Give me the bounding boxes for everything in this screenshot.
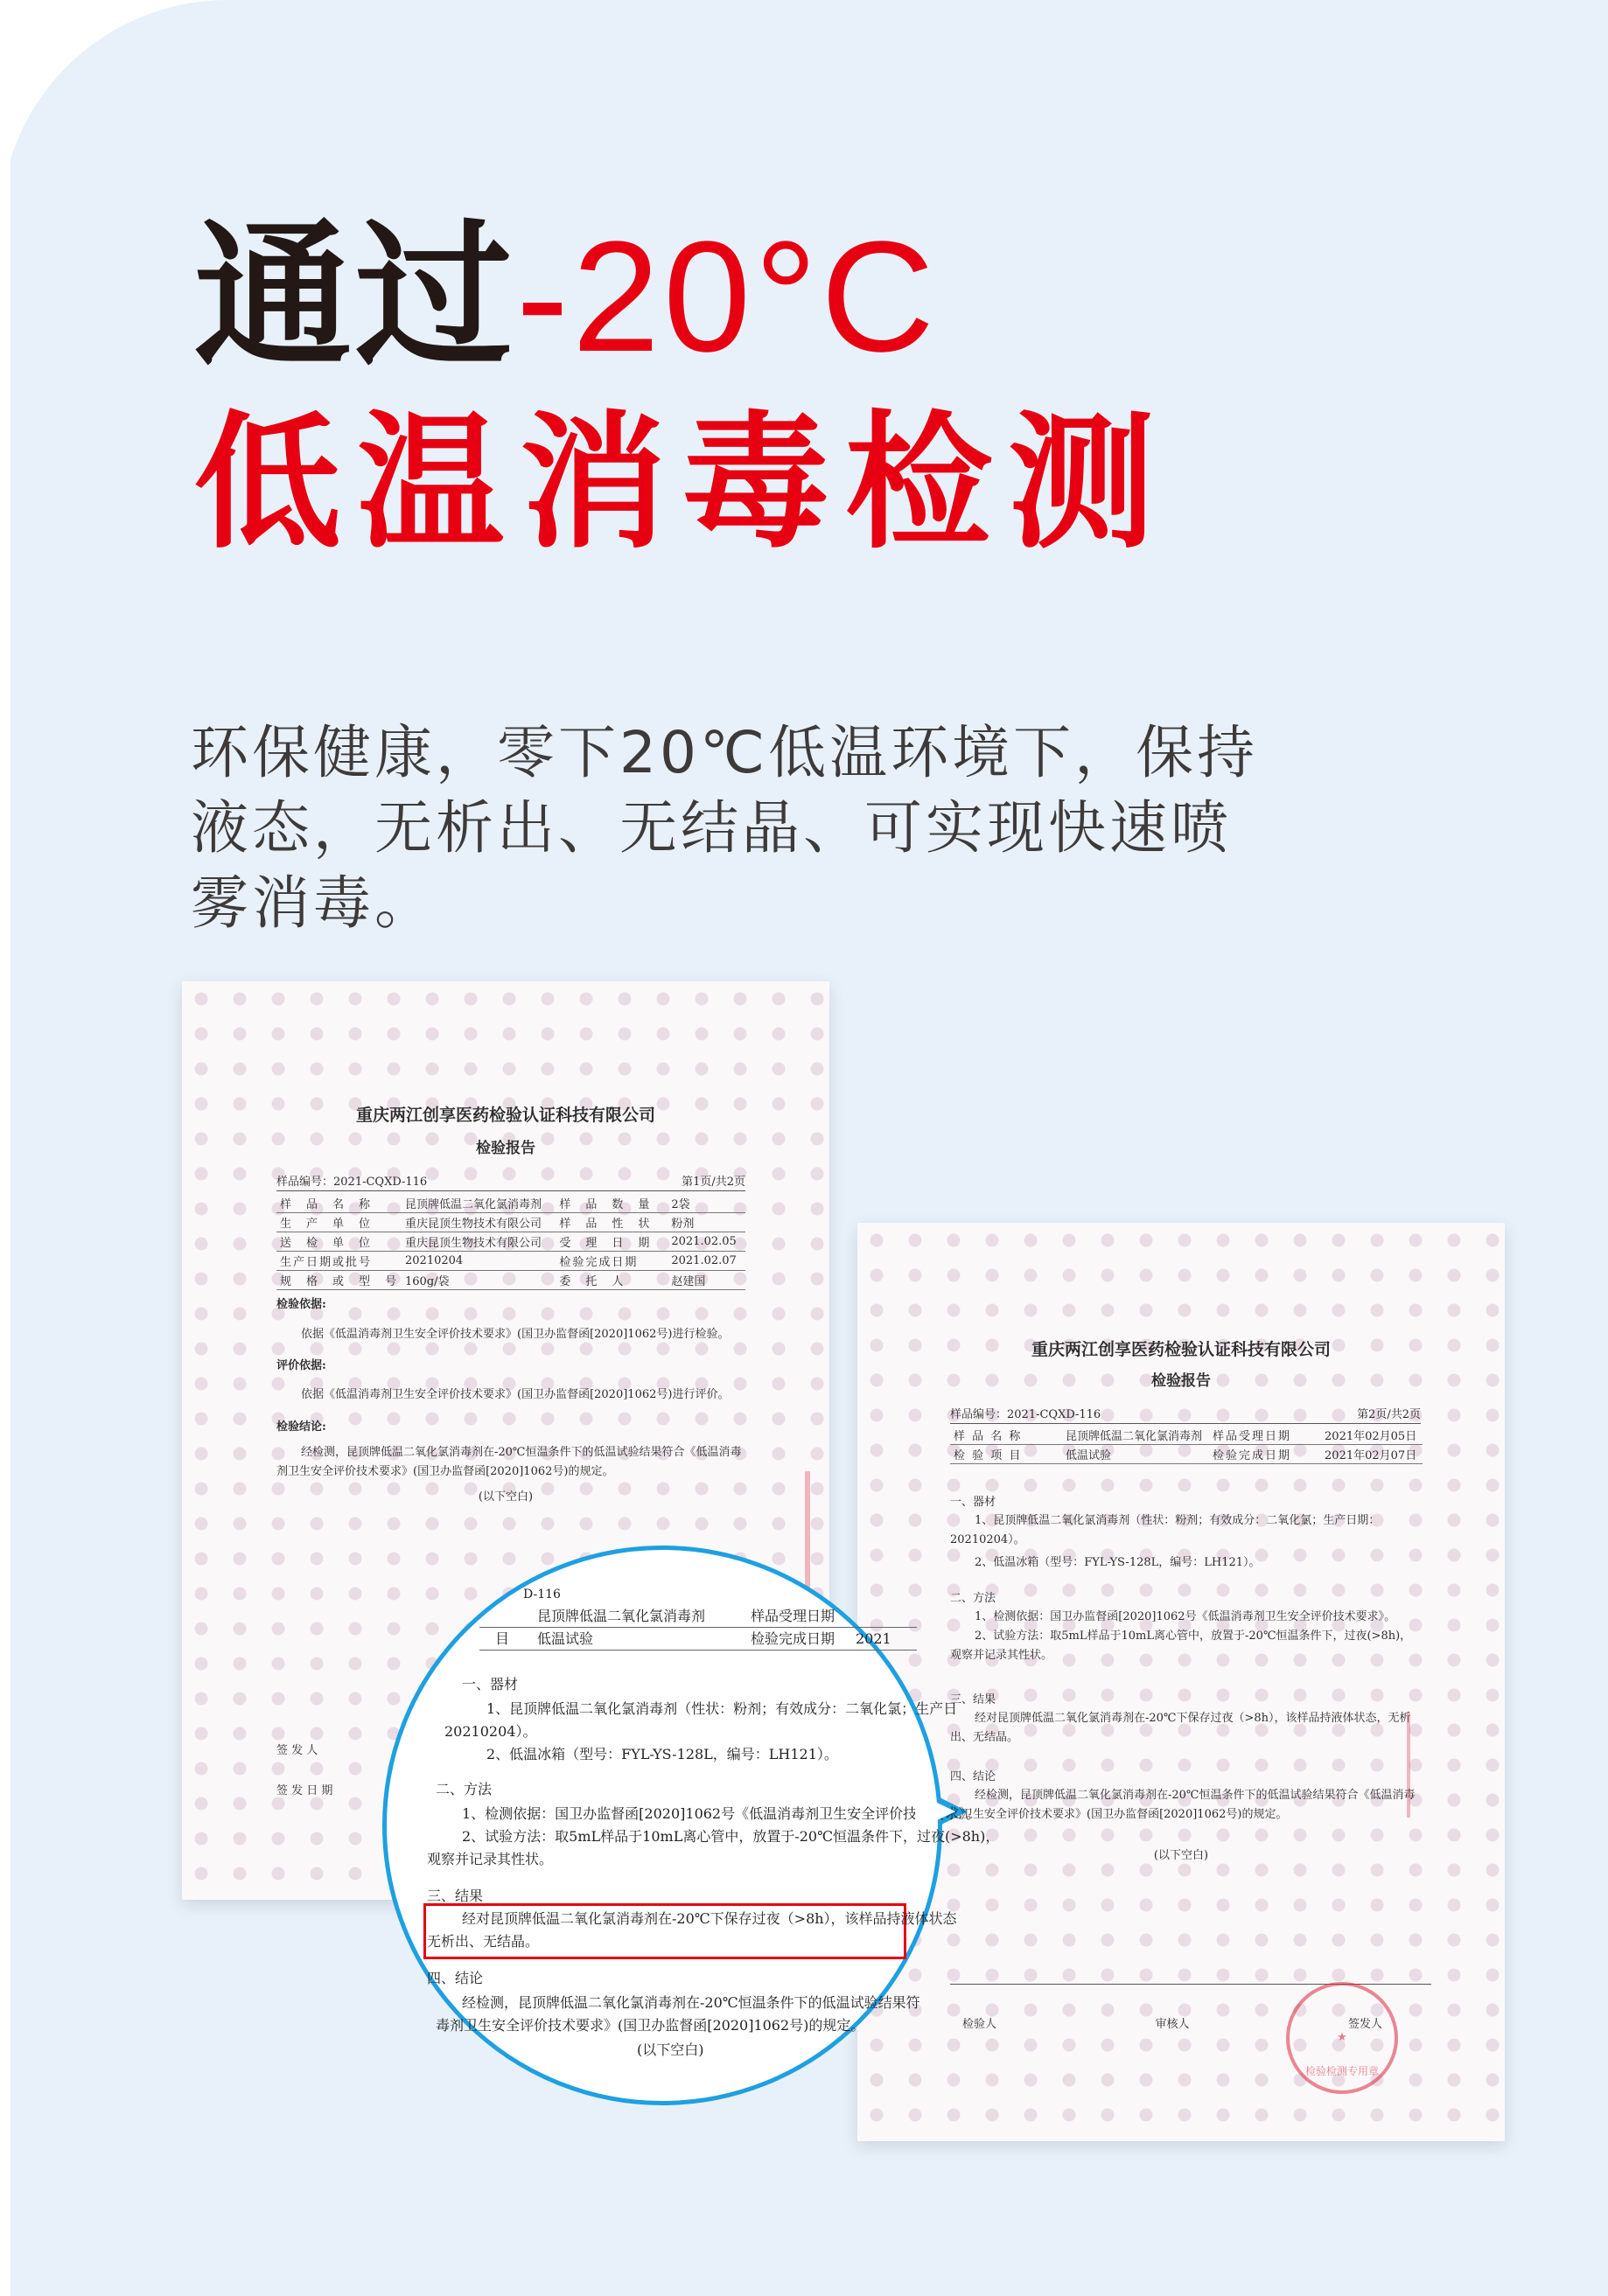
callout-section-3-heading: 三、结果 [427,1888,484,1904]
callout-row-2-prefix: 目 [495,1630,510,1647]
callout-section-1-item-1a: 1、昆顶牌低温二氧化氯消毒剂（性状：粉剂；有效成分：二氧化氯；生产日 [486,1700,958,1717]
evaluation-text: 依据《低温消毒剂卫生安全评价技术要求》(国卫办监督函[2020]1062号)进行评价。 [301,1388,730,1401]
report-title: 检验报告 [1151,1372,1211,1390]
blank-note: (以下空白) [1153,1849,1209,1862]
section-2-item-1: 1、检测依据：国卫办监督函[2020]1062号《低温消毒剂卫生安全评价技术要求》。 [975,1610,1396,1623]
report-meta-row [950,1405,1421,1424]
page-number: 第2页/共2页 [1357,1408,1421,1421]
table-row: 样 品 名 称 昆顶牌低温二氧化氯消毒剂 样 品 数 量 2袋 [276,1194,745,1213]
section-2-item-2: 2、试验方法：取5mL样品于10mL离心管中，放置于-20℃恒温条件下，过夜(>8h)，观察并记录其性状。 [950,1630,1412,1662]
section-2-heading: 二、方法 [950,1592,996,1605]
callout-section-2-item-2a: 2、试验方法：取5mL样品于10mL离心管中，放置于-20℃恒温条件下，过夜(>8h)， [462,1828,1000,1845]
callout-section-2-heading: 二、方法 [436,1781,493,1797]
section-3-text: 经对昆顶牌低温二氧化氯消毒剂在-20℃下保存过夜（>8h），该样品持液体状态，无析出、无结晶。 [950,1712,1411,1744]
callout-row-2-label: 检验完成日期 [751,1630,835,1647]
page-number: 第1页/共2页 [682,1176,745,1189]
callout-section-2-item-1: 1、检测依据：国卫办监督函[2020]1062号《低温消毒剂卫生安全评价技术要求》。 [462,1805,981,1822]
description-line-2: 液态，无析出、无结晶、可实现快速喷 [191,794,1232,862]
official-seal: ★ 检验检测专用章 [1286,1982,1398,2094]
report-org-name: 重庆两江创享医药检验认证科技有限公司 [355,1106,655,1125]
table-row: 生 产 单 位 重庆昆顶生物技术有限公司 样 品 性 状 粉剂 [276,1213,745,1232]
sample-number: 样品编号：2021-CQXD-116 [276,1176,428,1189]
table-row: 送 检 单 位 重庆昆顶生物技术有限公司 受 理 日 期 2021.02.05 [276,1232,745,1252]
basis-heading: 检验依据: [276,1298,326,1311]
report-title: 检验报告 [476,1140,535,1157]
evaluation-heading: 评价依据: [276,1359,326,1372]
table-row: 规 格 或 型 号 160g/袋 委 托 人 赵建国 [276,1271,745,1290]
table-row: 样 品 名 称 昆顶牌低温二氧化氯消毒剂 样品受理日期 2021年02月05日 [950,1426,1423,1445]
sample-info-table [276,1194,745,1290]
signer-label: 签发人 [1347,2018,1382,2031]
callout-section-4-heading: 四、结论 [427,1970,484,1986]
headline-line-1 [194,206,939,388]
description-line-1: 环保健康，零下20℃低温环境下，保持 [191,719,1259,786]
callout-pointer-inner [915,1792,955,1831]
conclusion-text: 经检测，昆顶牌低温二氧化氯消毒剂在-20℃恒温条件下的低温试验结果符合《低温消毒剂卫生安全评价技术要求》(国卫办监督函[2020]1062号)的规定。 [276,1446,742,1478]
callout-section-4-text-b: 毒剂卫生安全评价技术要求》(国卫办监督函[2020]1062号)的规定。 [436,2017,865,2034]
section-1-item-1: 1、昆顶牌低温二氧化氯消毒剂（性状：粉剂；有效成分：二氧化氯；生产日期：20210204）。 [950,1514,1381,1546]
section-1-heading: 一、器材 [950,1496,996,1509]
conclusion-heading: 检验结论: [276,1420,326,1434]
description-line-3: 雾消毒。 [191,869,436,937]
headline-temperature: -20°C [516,209,939,385]
description [191,715,1416,941]
blank-note: (以下空白) [478,1490,534,1504]
callout-section-1-item-2: 2、低温冰箱（型号：FYL-YS-128L，编号：LH121）。 [486,1746,838,1762]
left-edge-strip [0,0,10,2296]
section-3-heading: 三、结果 [950,1693,996,1706]
headline-line-2: 低温消毒检测 [194,397,1171,569]
sign-date-label: 签 发 日 期 [276,1784,333,1797]
report-meta-row [276,1172,745,1191]
callout-section-1-heading: 一、器材 [462,1676,519,1692]
callout-section-2-item-2b: 观察并记录其性状。 [427,1851,554,1867]
callout-section-3-text-b: 无析出、无结晶。 [427,1933,540,1950]
reviewer-label: 审核人 [1155,2018,1190,2031]
report-org-name: 重庆两江创享医药检验认证科技有限公司 [1031,1340,1331,1359]
basis-text: 依据《低温消毒剂卫生安全评价技术要求》(国卫办监督函[2020]1062号)进行检验。 [301,1328,730,1341]
sample-info-table [950,1426,1423,1464]
callout-row-2-value: 低温试验 [537,1630,594,1647]
section-1-item-2: 2、低温冰箱（型号：FYL-YS-128L，编号：LH121）。 [975,1556,1261,1569]
sample-number: 样品编号：2021-CQXD-116 [950,1408,1101,1421]
headline-prefix: 通过 [194,206,517,388]
section-4-heading: 四、结论 [950,1770,996,1783]
seal-text: 检验检测专用章 [1304,2065,1379,2077]
seal-fragment [1407,1713,1463,1818]
callout-section-1-item-1b: 20210204）。 [444,1723,537,1740]
callout-blank-note: (以下空白) [637,2041,704,2058]
table-row: 检 验 项 目 低温试验 检验完成日期 2021年02月07日 [950,1445,1423,1464]
inspector-label: 检验人 [962,2018,997,2031]
callout-section-4-text-a: 经检测，昆顶牌低温二氧化氯消毒剂在-20℃恒温条件下的低温试验结果符 [462,1994,920,2011]
callout-row-1-label: 样品受理日期 [751,1608,835,1624]
table-row: 生产日期或批号 20210204 检验完成日期 2021.02.07 [276,1252,745,1271]
callout-sample-code: D-116 [523,1588,561,1602]
callout-section-3-text-a: 经对昆顶牌低温二氧化氯消毒剂在-20℃下保存过夜（>8h），该样品持液体状态 [462,1910,957,1927]
callout-row-2-date: 2021 [856,1630,891,1647]
signer-label: 签 发 人 [276,1744,318,1757]
report-page-2 [857,1223,1505,2141]
callout-row-1-name: 昆顶牌低温二氧化氯消毒剂 [537,1608,706,1624]
section-4-text: 经检测，昆顶牌低温二氧化氯消毒剂在-20℃恒温条件下的低温试验结果符合《低温消毒剂卫生安全评价技术要求》(国卫办监督函[2020]1062号)的规定。 [950,1789,1416,1821]
